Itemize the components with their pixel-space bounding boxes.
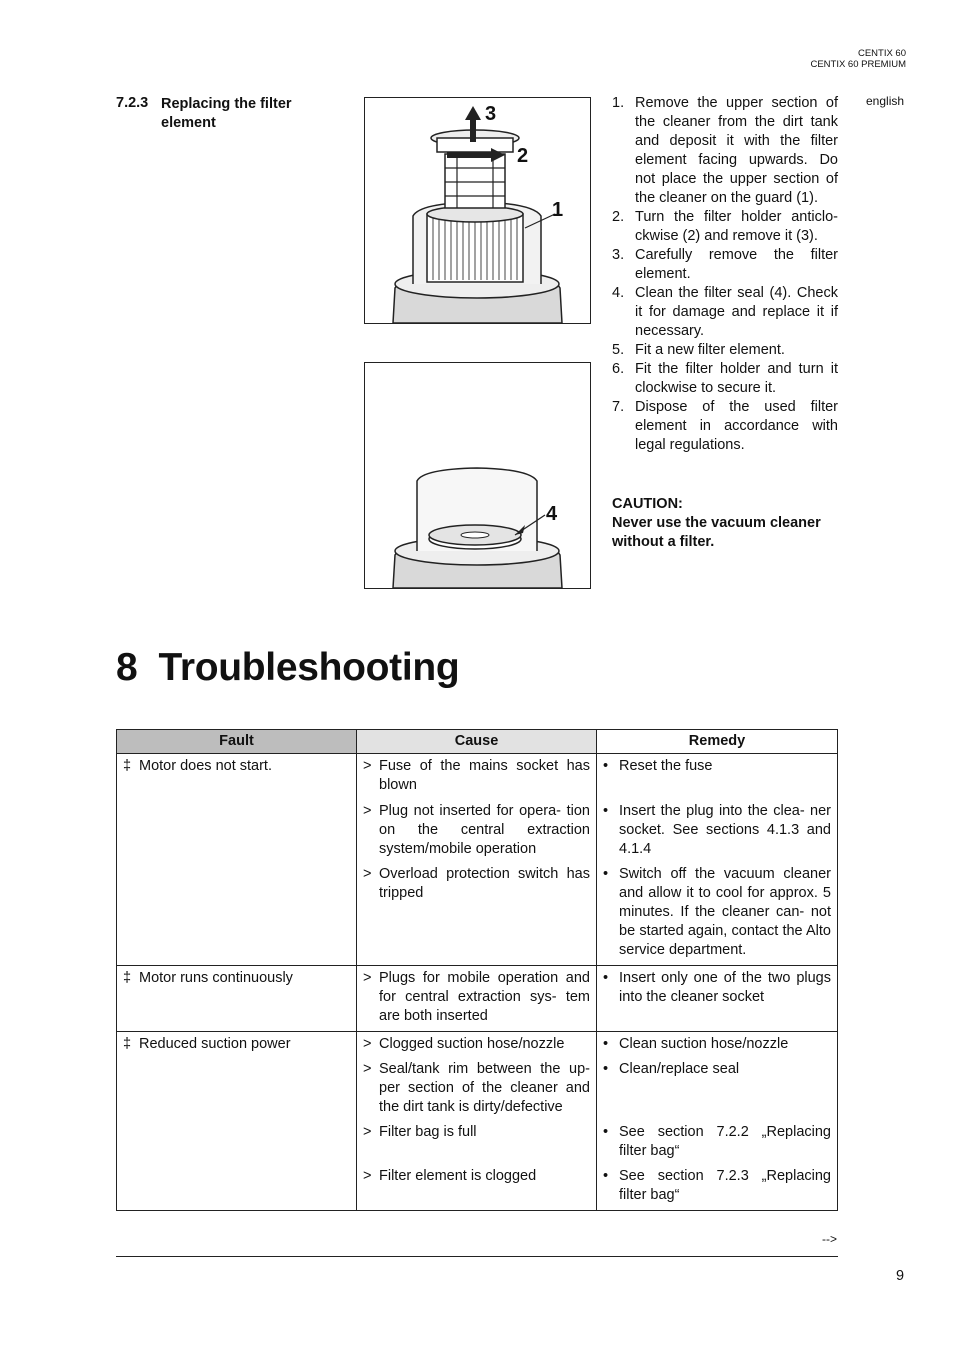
step-item: 3. Carefully remove the filter element. — [612, 247, 838, 282]
figure1-label-2: 2 — [517, 145, 529, 167]
step-item: 4. Clean the filter seal (4). Check it for damage and replace it if necessary. — [612, 285, 838, 339]
table-row — [117, 754, 838, 966]
cause-cell: > Plugs for mobile operation and for central extraction sys- tem are both inserted — [357, 966, 597, 1032]
caution-notice — [612, 495, 842, 552]
remedy-cell: • Clean suction hose/nozzle • Clean/replace seal • See section 7.2.2 „Replacing filter bag“ • See section 7.2.3 „Replacing filter bag“ — [597, 1032, 838, 1211]
section-title: Replacing the filter element — [161, 96, 292, 131]
header-remedy: Remedy — [597, 730, 838, 754]
figure1-label-3: 3 — [485, 103, 497, 125]
continued-arrow: --> — [822, 1232, 837, 1246]
troubleshooting-table — [116, 729, 838, 1211]
filter-seal-illustration — [365, 363, 590, 588]
step-item: 2. Turn the filter holder anticlo- ckwise (2) and remove it (3). — [612, 209, 838, 244]
header-model: CENTIX 60 — [857, 48, 906, 59]
section-number: 7.2.3 — [116, 95, 149, 111]
language-label: english — [866, 94, 905, 108]
chapter-title: Troubleshooting — [158, 646, 460, 689]
step-item: 6. Fit the filter holder and turn it clockwise to secure it. — [612, 361, 838, 396]
caution-title: CAUTION: — [612, 496, 683, 512]
table-row — [117, 966, 838, 1032]
cause-cell: > Fuse of the mains socket has blown > Plug not inserted for opera- tion on the central extraction system/mobile operation > Overload protection switch has tripped — [357, 754, 597, 966]
footer-divider — [116, 1256, 838, 1257]
figure2-label-4: 4 — [546, 503, 558, 525]
fault-cell: ‡ Motor runs continuously — [117, 966, 357, 1032]
table-header-row — [117, 730, 838, 754]
step-item: 1. Remove the upper section of the cleaner from the dirt tank and deposit it with the filter element facing upwards. Do not place the upper section of the cleaner on the guard (1). — [612, 95, 838, 206]
step-item: 5. Fit a new filter element. — [612, 342, 785, 358]
figure-filter-seal — [364, 362, 591, 589]
filter-removal-illustration — [365, 98, 590, 323]
header-model-premium: CENTIX 60 PREMIUM — [810, 59, 906, 70]
figure-filter-removal — [364, 97, 591, 324]
chapter-heading — [116, 646, 459, 690]
caution-text: Never use the vacuum cleaner without a filter. — [612, 515, 821, 550]
fault-cell: ‡ Motor does not start. — [117, 754, 357, 966]
header-fault: Fault — [117, 730, 357, 754]
fault-cell: ‡ Reduced suction power — [117, 1032, 357, 1211]
cause-cell: > Clogged suction hose/nozzle > Seal/tank rim between the up- per section of the cleaner and the dirt tank is dirty/defective > Filter bag is full > Filter element is clogged — [357, 1032, 597, 1211]
remedy-cell: • Reset the fuse • Insert the plug into the clea- ner socket. See sections 4.1.3 and 4.1.4 • Switch off the vacuum cleaner and allow it to cool for approx. 5 minutes. If the cleaner can- not be started again, contact the Alto service department. — [597, 754, 838, 966]
replacement-steps-list — [612, 94, 838, 455]
remedy-cell: • Insert only one of the two plugs into the cleaner socket — [597, 966, 838, 1032]
document-header — [810, 48, 906, 70]
page-number: 9 — [896, 1268, 905, 1284]
figure1-label-1: 1 — [552, 199, 564, 221]
chapter-number: 8 — [116, 646, 138, 689]
header-cause: Cause — [357, 730, 597, 754]
table-row — [117, 1032, 838, 1211]
step-item: 7. Dispose of the used filter element in accordance with legal regulations. — [612, 399, 838, 453]
